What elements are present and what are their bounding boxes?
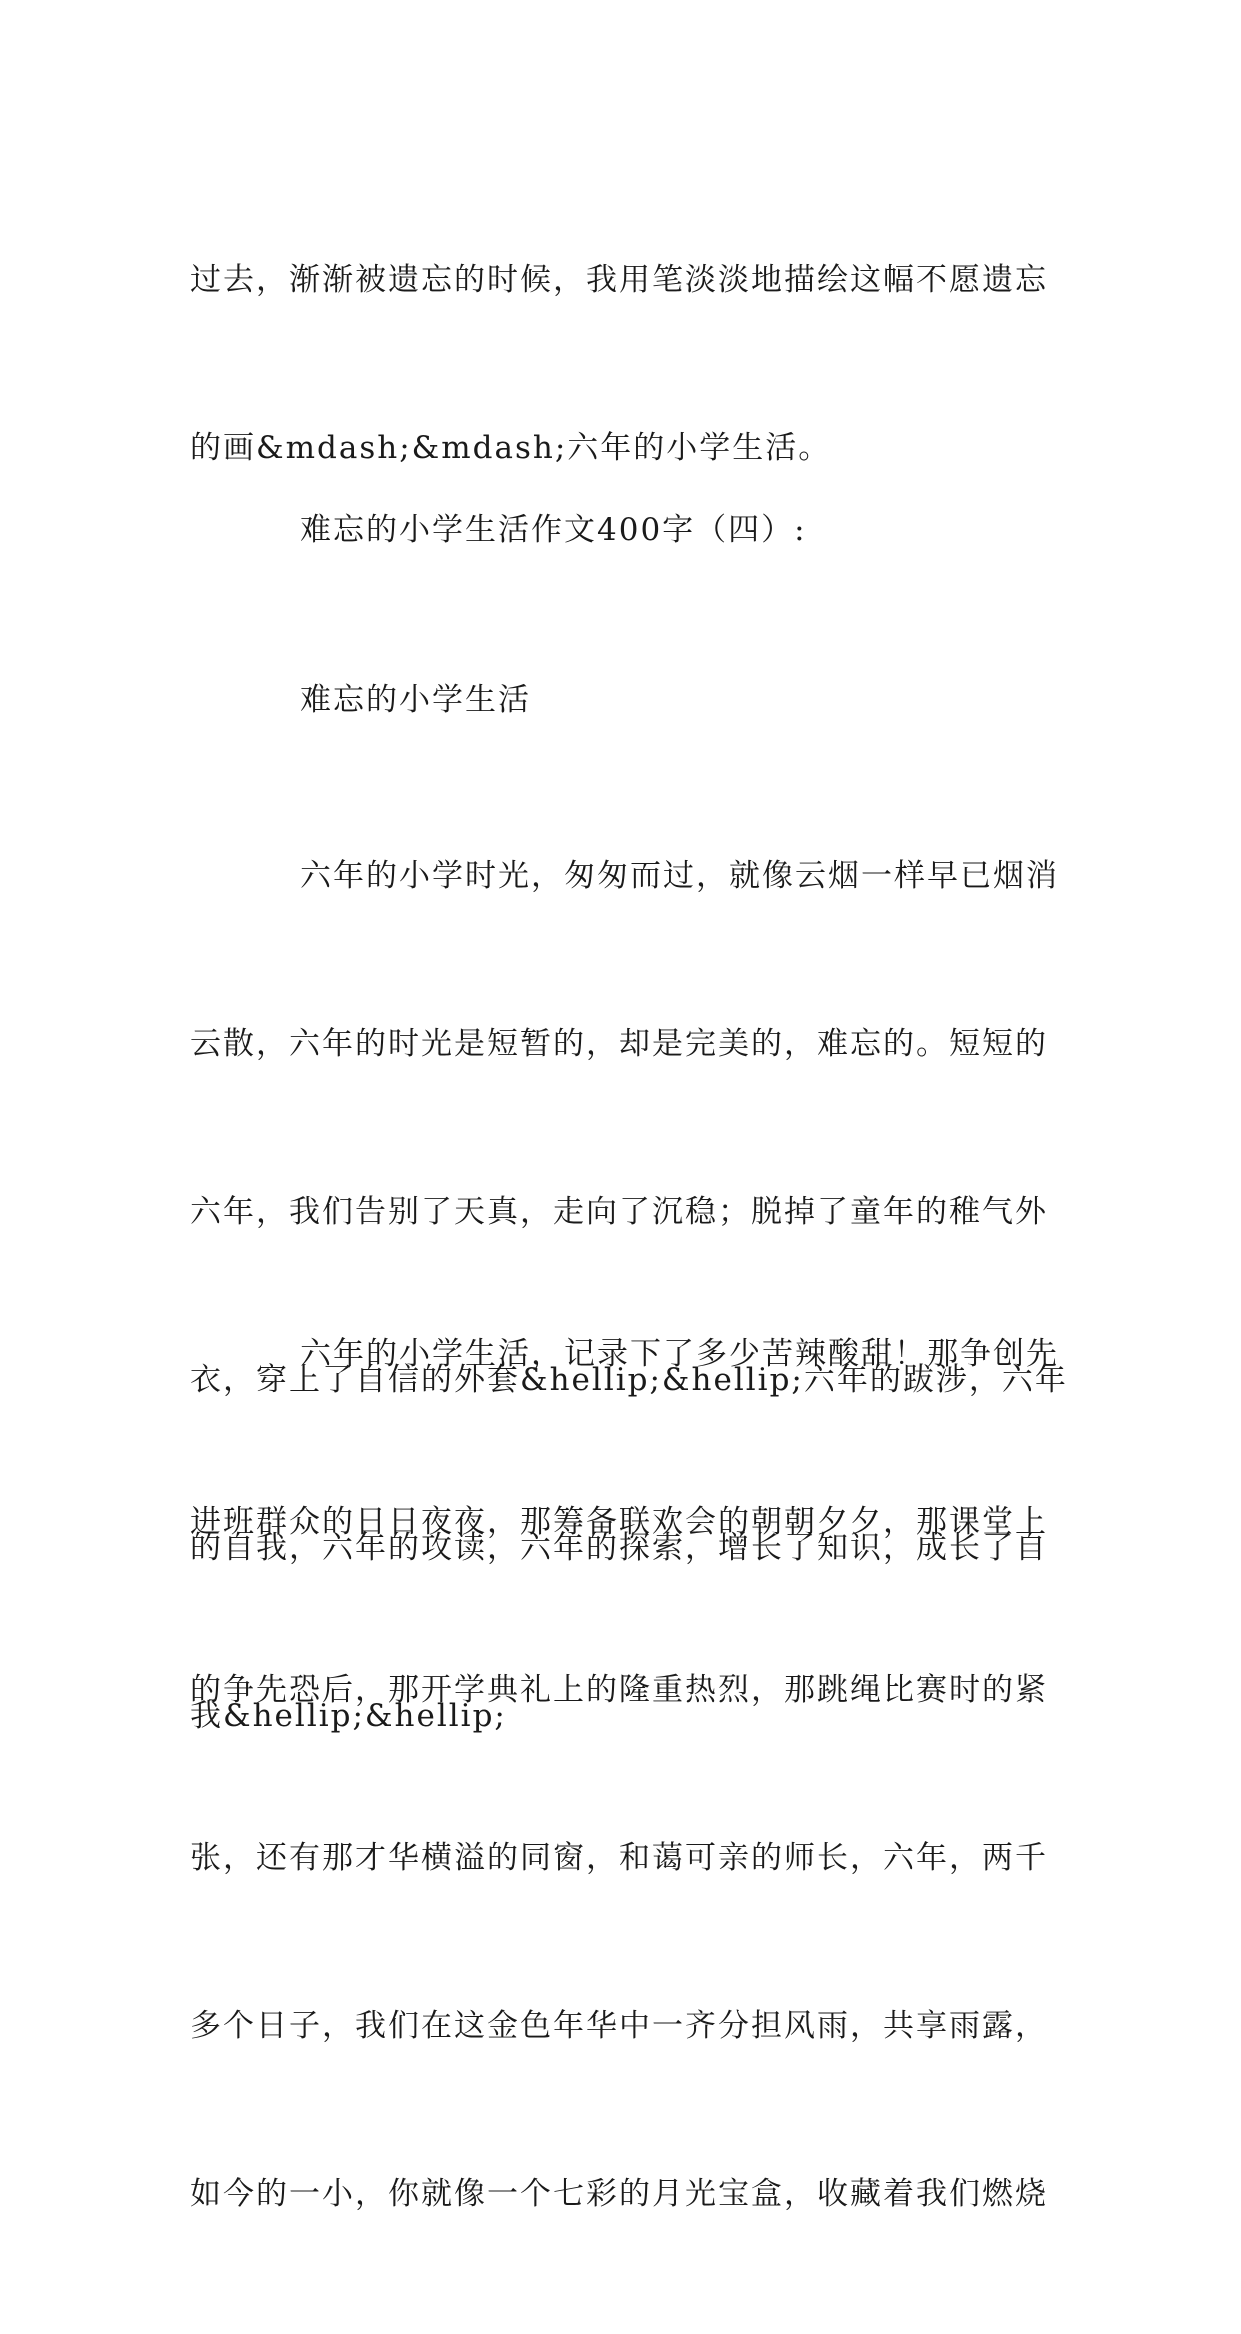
paragraph-line: 六年，我们告别了天真，走向了沉稳；脱掉了童年的稚气外	[190, 1194, 1048, 1230]
paragraph-line: 如今的一小，你就像一个七彩的月光宝盒，收藏着我们燃烧	[190, 2176, 1048, 2212]
paragraph-line: 张，还有那才华横溢的同窗，和蔼可亲的师长，六年，两千	[190, 1840, 1048, 1876]
paragraph-line: 云散，六年的时光是短暂的，却是完美的，难忘的。短短的	[190, 1026, 1048, 1062]
essay-title: 难忘的小学生活	[300, 682, 531, 718]
paragraph-line: 多个日子，我们在这金色年华中一齐分担风雨，共享雨露，	[190, 2008, 1048, 2044]
paragraph-line: 衣，穿上了自信的外套&hellip;&hellip;六年的跋涉，六年	[190, 1362, 1068, 1398]
section-heading: 难忘的小学生活作文400字（四）:	[300, 512, 807, 548]
paragraph-line: 进班群众的日日夜夜，那筹备联欢会的朝朝夕夕，那课堂上	[190, 1504, 1048, 1540]
paragraph-line: 六年的小学生活，记录下了多少苦辣酸甜！那争创先	[300, 1336, 1059, 1372]
body-paragraph-2	[190, 1214, 1068, 2334]
paragraph-line: 的自我，六年的攻读，六年的探索，增长了知识，成长了自	[190, 1530, 1048, 1566]
paragraph-line: 六年的小学时光，匆匆而过，就像云烟一样早已烟消	[300, 858, 1059, 894]
paragraph-line: 的争先恐后，那开学典礼上的隆重热烈，那跳绳比赛时的紧	[190, 1672, 1048, 1708]
paragraph-line: 我&hellip;&hellip;	[190, 1698, 507, 1734]
paragraph-line: 过去，渐渐被遗忘的时候，我用笔淡淡地描绘这幅不愿遗忘	[190, 262, 1048, 298]
paragraph-line: 的画&mdash;&mdash;六年的小学生活。	[190, 430, 832, 466]
